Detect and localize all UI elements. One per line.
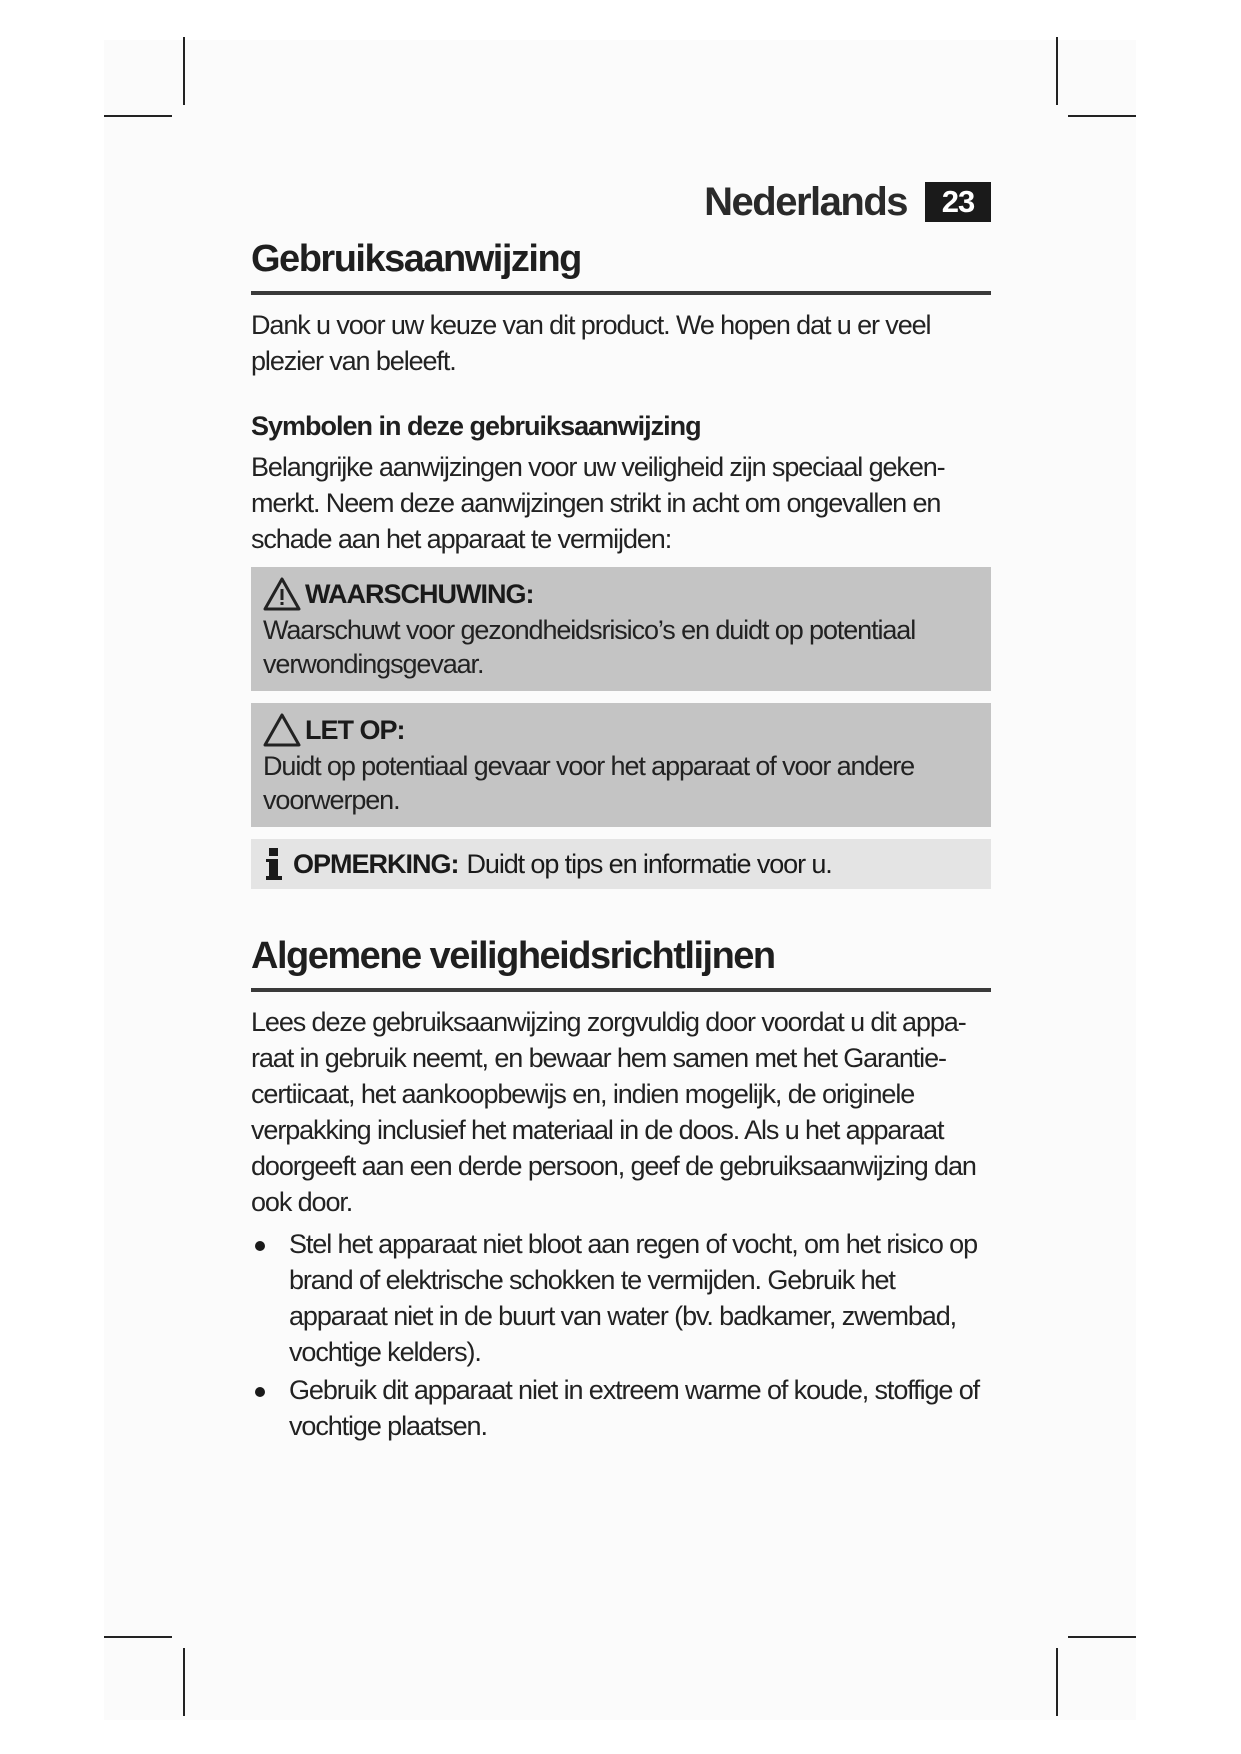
caution-header <box>263 711 979 749</box>
warning-box <box>251 567 991 691</box>
warning-header <box>263 575 979 613</box>
list-item <box>251 1372 991 1444</box>
page-content <box>251 170 991 1444</box>
warning-text: Waarschuwt voor gezondheidsrisico’s en duidt op potentiaal verwondingsgevaar. <box>263 615 916 679</box>
warning-label: WAARSCHUWING: <box>305 579 534 609</box>
note-box <box>251 839 991 889</box>
crop-mark-bottom-right-h <box>1068 1636 1136 1638</box>
crop-mark-bottom-left-h <box>104 1636 172 1638</box>
note-label: OPMERKING: <box>293 849 459 879</box>
language-label: Nederlands <box>704 179 907 224</box>
caution-label: LET OP: <box>305 715 405 745</box>
page-number: 23 <box>925 182 991 222</box>
crop-mark-top-left-v <box>183 37 185 105</box>
bullet-text: Stel het apparaat niet bloot aan regen of vocht, om het risico op brand of elektrische schokken te vermijden. Gebruik het apparaat niet in de buurt van water (bv. badkamer, zwembad, vochtige kelders). <box>289 1229 977 1367</box>
safety-bullet-list <box>251 1226 991 1444</box>
caution-text: Duidt op potentiaal gevaar voor het apparaat of voor andere voorwerpen. <box>263 751 915 815</box>
crop-mark-top-right-v <box>1056 37 1058 105</box>
bullet-text: Gebruik dit apparaat niet in extreem warme of koude, stoffige of vochtige plaatsen. <box>289 1375 980 1441</box>
bullet-icon <box>255 1387 265 1397</box>
page-header <box>251 170 991 234</box>
caution-triangle-icon <box>263 713 301 747</box>
list-item <box>251 1226 991 1370</box>
crop-mark-top-right-h <box>1068 115 1136 117</box>
crop-mark-bottom-right-v <box>1056 1648 1058 1716</box>
bullet-icon <box>255 1241 265 1251</box>
symbols-paragraph: Belangrijke aanwijzingen voor uw veiligheid zijn speciaal geken-merkt. Neem deze aanwijzingen strikt in acht om ongevallen en schade aan het apparaat te vermijden: <box>251 452 945 554</box>
crop-mark-bottom-left-v <box>183 1648 185 1716</box>
info-icon <box>263 847 285 881</box>
caution-box <box>251 703 991 827</box>
symbols-heading: Symbolen in deze gebruiksaanwijzing <box>251 411 701 441</box>
safety-intro-paragraph: Lees deze gebruiksaanwijzing zorgvuldig door voordat u dit appa-raat in gebruik neemt, en bewaar hem samen met het Garantie-certiicaat, het aankoopbewijs en, indien mogelijk, de originele verpakking inclusief het materiaal in de doos. Als u het apparaat doorgeeft aan een derde persoon, geef de gebruiksaanwijzing dan ook door. <box>251 1007 976 1217</box>
note-row <box>263 845 979 883</box>
warning-triangle-icon <box>263 577 301 611</box>
intro-paragraph: Dank u voor uw keuze van dit product. We hopen dat u er veel plezier van beleeft. <box>251 310 931 376</box>
crop-mark-top-left-h <box>104 115 172 117</box>
section-title-veiligheid: Algemene veiligheidsrichtlijnen <box>251 931 991 992</box>
note-text: Duidt op tips en informatie voor u. <box>466 849 832 879</box>
section-title-gebruiksaanwijzing: Gebruiksaanwijzing <box>251 234 991 295</box>
